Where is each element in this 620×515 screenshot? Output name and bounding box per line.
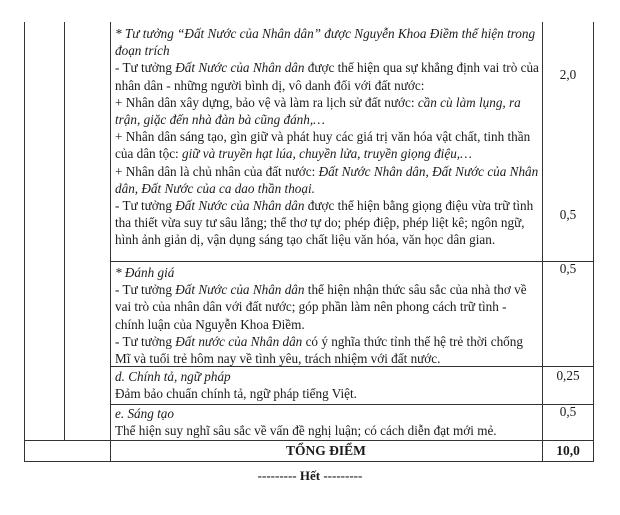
score-value: 2,0 [559,67,577,82]
score-value: 0,25 [556,368,580,383]
paragraph: - Tư tưởng Đất Nước của Nhân dân thể hiện nhận thức sâu sắc của nhà thơ về vai trò của nhân dân với đất nước; góp phần làm nên phong cách trữ tình - chính luận của Nguyễn Khoa Điềm. [115,282,527,332]
section-heading: * Đánh giá [115,265,175,280]
scoring-table [24,22,594,462]
row-divider [24,440,594,441]
content-cell-evaluation [115,264,539,367]
section-heading: e. Sáng tạo [115,406,174,421]
total-score: 10,0 [556,443,580,458]
table-border-bottom [24,461,594,462]
end-marker: --------- Hết --------- [257,468,363,483]
content-cell-creativity [115,405,539,439]
section-heading: * Tư tưởng “Đất Nước của Nhân dân” được Nguyễn Khoa Điềm thể hiện trong đoạn trích [115,26,536,59]
column-divider [542,22,543,462]
content-cell-thought [115,25,539,249]
score-value: 0,5 [559,404,577,419]
total-label: TỔNG ĐIỂM [286,443,366,458]
table-border-left [24,22,25,462]
table-border-right [593,22,594,462]
paragraph: + Nhân dân là chủ nhân của đất nước: Đất Nước Nhân dân, Đất Nước của Nhân dân, Đất Nước của ca dao thần thoại. [115,163,539,196]
column-divider [64,22,65,440]
paragraph: - Tư tưởng Đất Nước của Nhân dân được thể hiện qua sự khẳng định vai trò của nhân dân - những người bình dị, vô danh đối với đất nước: [115,60,539,93]
column-divider [110,22,111,462]
paragraph: + Nhân dân xây dựng, bảo vệ và làm ra lịch sử đất nước: cần cù làm lụng, ra trận, giặc đến nhà đàn bà cũng đánh,… [115,94,521,128]
score-value: 0,5 [559,207,577,222]
paragraph: - Tư tưởng Đất Nước của Nhân dân được thể hiện bằng giọng điệu vừa trữ tình tha thiết vừa suy tư sâu lắng; thể thơ tự do; phép điệp, phép liệt kê; ngôn ngữ, hình ảnh giản dị, vận dụng sáng tạo chất liệu văn hóa, văn học dân gian. [115,198,534,248]
paragraph: - Tư tưởng Đất nước của Nhân dân có ý nghĩa thức tỉnh thế hệ trẻ thời chống Mĩ và tuổi trẻ hôm nay về tình yêu, trách nhiệm với đất nước. [115,333,523,367]
content-cell-spelling [115,368,539,402]
score-value: 0,5 [559,261,577,276]
section-heading: d. Chính tả, ngữ pháp [115,369,231,384]
row-divider [110,261,594,262]
paragraph: Đảm bảo chuẩn chính tả, ngữ pháp tiếng Việt. [115,386,357,402]
paragraph: + Nhân dân sáng tạo, gìn giữ và phát huy các giá trị văn hóa vật chất, tinh thần của dân tộc: giữ và truyền hạt lúa, chuyền lửa, truyền giọng điệu,… [115,129,531,162]
paragraph: Thể hiện suy nghĩ sâu sắc về vấn đề nghị luận; có cách diễn đạt mới mẻ. [115,423,497,439]
